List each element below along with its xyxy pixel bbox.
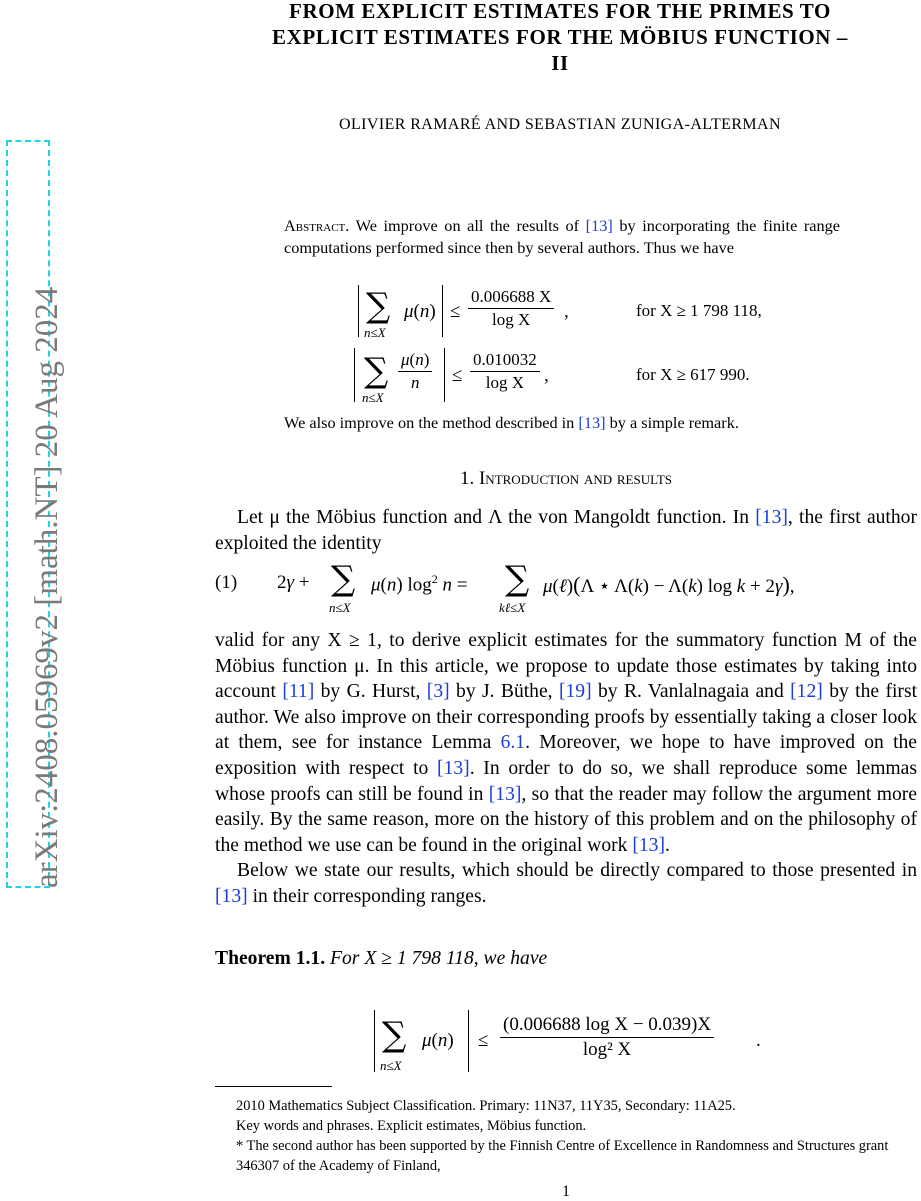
theorem-label: Theorem 1.1. <box>215 948 326 969</box>
title-line-3: II <box>551 51 569 75</box>
mu-n: μ(n) <box>404 301 436 322</box>
citation-link[interactable]: [11] <box>282 681 315 703</box>
intro-paragraph-1: Let μ the Möbius function and Λ the von Mangoldt function. In [13], the first author exploited the identity <box>215 507 917 554</box>
intro-paragraph-3: Below we state our results, which should be directly compared to those presented in [13] in their corresponding ranges. <box>215 860 917 907</box>
footnote-msc: 2010 Mathematics Subject Classification. Primary: 11N37, 11Y35, Secondary: 11A25. <box>236 1098 736 1114</box>
equation-1: (1) 2γ + ∑ n≤X μ(n) $\log^2 n$ = ∑ kℓ≤X μ(ℓ)(Λ ⋆ Λ(k) − Λ(k) log k + 2γ), <box>215 559 795 615</box>
eq1-denominator: log X <box>492 310 531 329</box>
sum-symbol: ∑ <box>364 351 389 391</box>
eq1-condition: for X ≥ 1 798 118, <box>636 301 762 320</box>
page-number: 1 <box>562 1183 570 1200</box>
abstract-label: Abstract. <box>284 216 350 235</box>
theorem-equation: ∑ n≤X μ(n) ≤ $\frac{\text{(0.006688 log X − 0.039)X}}{\text{log² X}}$ . <box>372 1008 792 1078</box>
citation-link[interactable]: [3] <box>426 681 450 703</box>
sum-symbol: ∑ <box>382 1015 407 1055</box>
leq-sign: ≤ <box>452 365 463 386</box>
footnote-keywords: Key words and phrases. Explicit estimates, Möbius function. <box>236 1118 587 1134</box>
mu-over-n-fraction: $\frac{\mu(n)}{n}$ <box>398 350 432 393</box>
citation-link[interactable]: [13] <box>488 783 522 805</box>
citation-link[interactable]: [13] <box>578 413 606 432</box>
theorem-denominator: log² X <box>582 1039 632 1060</box>
theorem-statement <box>215 946 917 972</box>
eq2-denominator: log X <box>485 373 524 392</box>
authors: OLIVIER RAMARÉ AND SEBASTIAN ZUNIGA-ALTERMAN <box>339 116 781 133</box>
abstract-eq2-fraction <box>470 350 540 393</box>
section-title: Introduction and results <box>478 468 673 489</box>
sum-symbol: ∑ <box>505 559 530 599</box>
section-heading <box>215 468 917 490</box>
section-number: 1. <box>459 468 475 489</box>
abstract-equation-2: ∑ n≤X $\frac{\mu(n)}{n}$ ≤ $\frac{0.010032}{\text{log X}}$ , for X ≥ 617 990. <box>352 346 792 406</box>
eq2-condition: for X ≥ 617 990. <box>636 365 750 384</box>
paper-title <box>210 0 910 76</box>
abstract-text-1: We improve on all the results of <box>355 216 580 235</box>
leq-sign: ≤ <box>450 301 461 322</box>
arxiv-id: arXiv:2408.05969v2 [math.NT] 20 Aug 2024 <box>29 286 65 888</box>
abstract-eq1-fraction <box>468 287 554 330</box>
footnote-funding: * The second author has been supported by the Finnish Centre of Excellence in Randomness and Structures grant 346307 of the Academy of Finland, <box>236 1138 889 1174</box>
arxiv-stamp <box>0 140 65 890</box>
abstract-closing: We also improve on the method described in [13] by a simple remark. <box>284 413 739 432</box>
eq2-numerator: 0.010032 <box>470 350 540 372</box>
title-line-2: EXPLICIT ESTIMATES FOR THE MÖBIUS FUNCTION – <box>271 25 848 49</box>
footnote-rule <box>215 1086 332 1087</box>
citation-link[interactable]: [13] <box>437 757 470 779</box>
lemma-link[interactable]: 6.1 <box>500 732 526 754</box>
abstract <box>284 215 840 259</box>
theorem-text: For X ≥ 1 798 118, we have <box>330 948 548 969</box>
abstract-equation-1: ∑ n≤X μ(n) ≤ $\frac{0.006688 X}{\text{log X}}$ , for X ≥ 1 798 118, <box>356 283 796 341</box>
citation-link[interactable]: [13] <box>755 507 788 528</box>
citation-link[interactable]: [13] <box>632 834 666 856</box>
sum-symbol: ∑ <box>366 286 391 326</box>
title-line-1: FROM EXPLICIT ESTIMATES FOR THE PRIMES TO <box>289 0 831 23</box>
citation-link[interactable]: [19] <box>558 681 592 703</box>
intro-paragraph-2: valid for any X ≥ 1, to derive explicit estimates for the summatory function M of the Möbius function μ. In this article, we propose to update those estimates by taking into account [11] by G. Hurst, [3] by J. Büthe, [19] by R. Vanlalnagaia and [12] by the first author. We also improve on their corresponding proofs by essentially taking a closer look at them, see for instance Lemma 6.1. Moreover, we hope to have improved on the exposition with respect to [13]. In order to do so, we shall reproduce some lemmas whose proofs can still be found in [13], so that the reader may follow the argument more easily. By the same reason, more on the history of this problem and on the philosophy of the method we use can be found in the original work [13]. Below we state our results, which should be directly compared to those presented in [13] in their corresponding ranges. <box>215 628 917 910</box>
theorem-fraction <box>500 1014 714 1061</box>
citation-link[interactable]: [13] <box>215 885 248 907</box>
sum-index: n≤X <box>362 390 384 405</box>
eq1-numerator: 0.006688 X <box>468 287 554 309</box>
equation-label: (1) <box>215 572 238 593</box>
citation-link[interactable]: [13] <box>585 216 613 235</box>
theorem-numerator: (0.006688 log X − 0.039)X <box>500 1014 714 1038</box>
sum-symbol: ∑ <box>331 559 356 599</box>
abstract-text-2: by incorporating the finite range computations performed since then by several authors. Thus we have <box>284 216 841 257</box>
citation-link[interactable]: [12] <box>790 681 823 703</box>
sum-index: n≤X <box>364 325 386 340</box>
